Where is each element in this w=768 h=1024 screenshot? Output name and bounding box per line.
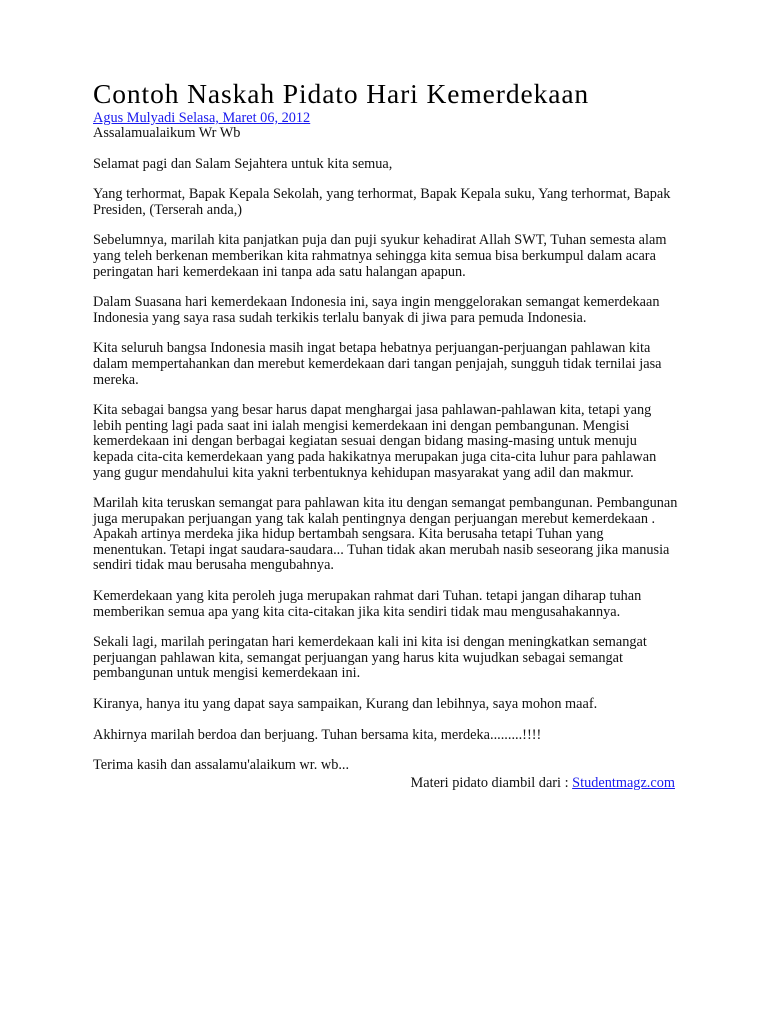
source-link[interactable]: Studentmagz.com xyxy=(572,774,675,791)
author-date-link[interactable]: Agus Mulyadi Selasa, Maret 06, 2012 xyxy=(93,110,311,126)
paragraph-struggle: Kita seluruh bangsa Indonesia masih ingat betapa hebatnya perjuangan-perjuangan pahlawan kita dalam mempertahankan dan merebut kemerdekaan dari tangan penjajah, sungguh tidak ternilai jasa mereka. xyxy=(93,340,662,388)
source-credit xyxy=(93,775,675,791)
document-page xyxy=(93,78,678,791)
paragraph-closing: Terima kasih dan assalamu'alaikum wr. wb... xyxy=(93,757,350,774)
author-byline xyxy=(93,110,678,126)
source-label: Materi pidato diambil dari : xyxy=(410,774,573,791)
paragraph-development: Kita sebagai bangsa yang besar harus dapat menghargai jasa pahlawan-pahlawan kita, tetapi yang lebih penting lagi pada saat ini ialah mengisi kemerdekaan ini dengan pembangunan. Mengisi kemerdekaan ini dengan berbagai kegiatan sesuai dengan bidang masing-masing untuk menuju kepada cita-cita kemerdekaan yang pada hakikatnya merupakan juga cita-cita luhur para pahlawan yang gugur mendahului kita yakni terbentuknya kehidupan masyarakat yang adil dan makmur. xyxy=(93,402,657,481)
paragraph-once-more: Sekali lagi, marilah peringatan hari kemerdekaan kali ini kita isi dengan meningkatkan semangat perjuangan pahlawan kita, semangat perjuangan yang harus kita wujudkan sebagai semangat pembangunan untuk mengisi kemerdekaan ini. xyxy=(93,634,647,682)
paragraph-greeting: Assalamualaikum Wr Wb xyxy=(93,125,241,141)
paragraph-spirit: Dalam Suasana hari kemerdekaan Indonesia ini, saya ingin menggelorakan semangat kemerdekaan Indonesia yang saya rasa sudah terkikis terlalu banyak di jiwa para pemuda Indonesia. xyxy=(93,294,660,326)
paragraph-continue: Marilah kita teruskan semangat para pahlawan kita itu dengan semangat pembangunan. Pembangunan juga merupakan perjuangan yang tak kalah pentingnya dengan perjuangan merebut kemerdekaan . Apakah artinya merdeka jika hidup bertambah sengsara. Kita berusaha tetapi Tuhan yang menentukan. Tetapi ingat saudara-saudara... Tuhan tidak akan merubah nasib seseorang jika manusia sendiri tidak mau berusaha mengubahnya. xyxy=(93,495,678,574)
document-title: Contoh Naskah Pidato Hari Kemerdekaan xyxy=(93,78,590,109)
paragraph-blessing: Kemerdekaan yang kita peroleh juga merupakan rahmat dari Tuhan. tetapi jangan diharap tuhan memberikan semua apa yang kita cita-citakan jika kita sendiri tidak mau mengusahakannya. xyxy=(93,588,642,620)
paragraph-salutation: Selamat pagi dan Salam Sejahtera untuk kita semua, xyxy=(93,155,393,172)
paragraph-honorifics: Yang terhormat, Bapak Kepala Sekolah, yang terhormat, Bapak Kepala suku, Yang terhormat, Bapak Presiden, (Terserah anda,) xyxy=(93,186,671,218)
paragraph-apology: Kiranya, hanya itu yang dapat saya sampaikan, Kurang dan lebihnya, saya mohon maaf. xyxy=(93,696,598,713)
paragraph-prayer: Akhirnya marilah berdoa dan berjuang. Tuhan bersama kita, merdeka.........!!!! xyxy=(93,726,542,743)
paragraph-gratitude: Sebelumnya, marilah kita panjatkan puja dan puji syukur kehadirat Allah SWT, Tuhan semesta alam yang teleh berkenan memberikan kita rahmatnya sehingga kita semua bisa berkumpul dalam acara peringatan hari kemerdekaan ini tanpa ada satu halangan apapun. xyxy=(93,232,667,280)
